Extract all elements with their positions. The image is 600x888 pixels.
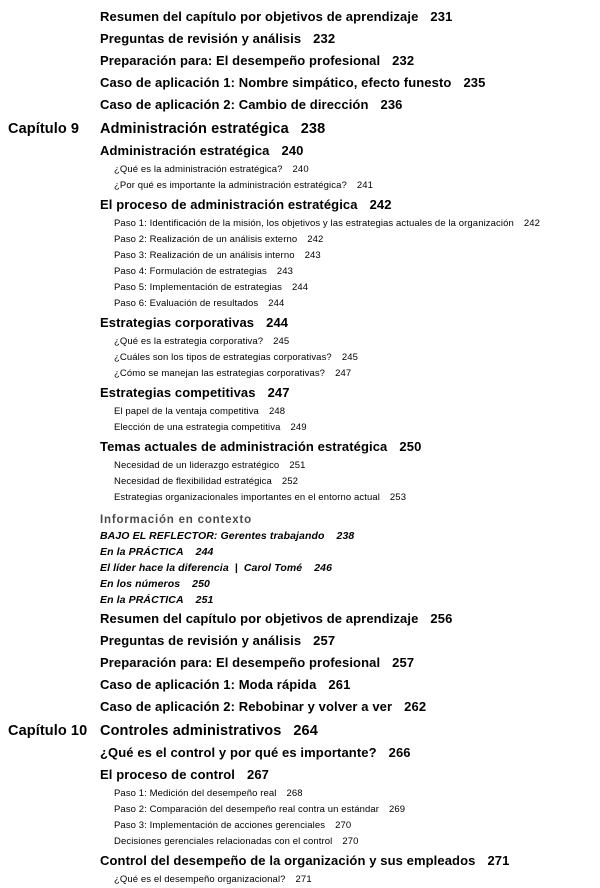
toc-entry-page: 244 — [268, 298, 285, 309]
toc-entry-text: ¿Qué es la administración estratégica? — [114, 164, 283, 175]
toc-entry-text: En la PRÁCTICA — [100, 546, 184, 558]
toc-entry-text: Resumen del capítulo por objetivos de aprendizaje — [100, 611, 419, 626]
toc-subentry — [0, 786, 600, 802]
toc-entry-text: ¿Cuáles son los tipos de estrategias corporativas? — [114, 352, 332, 363]
toc-entry-text: Preguntas de revisión y análisis — [100, 31, 302, 46]
context-heading-text: Información en contexto — [100, 514, 252, 526]
toc-entry-page: 249 — [290, 422, 307, 433]
toc-entry-page: 250 — [399, 439, 422, 454]
toc-subentry — [0, 802, 600, 818]
toc-entry-text: Paso 3: Implementación de acciones gerenciales — [114, 820, 326, 831]
toc-entry-page: 242 — [369, 197, 392, 212]
toc-entry-text: Paso 1: Medición del desempeño real — [114, 788, 277, 799]
toc-entry-text: El proceso de control — [100, 767, 236, 782]
toc-entry-page: 261 — [328, 677, 351, 692]
context-item — [0, 544, 600, 560]
toc-entry-text: Elección de una estrategia competitiva — [114, 422, 281, 433]
toc-entry — [0, 742, 600, 764]
toc-entry — [0, 764, 600, 786]
toc-entry-text: En la PRÁCTICA — [100, 594, 184, 606]
toc-entry-page: 246 — [314, 562, 333, 574]
toc-entry-text: Caso de aplicación 1: Nombre simpático, efecto funesto — [100, 75, 452, 90]
toc-entry-page: 266 — [388, 745, 411, 760]
toc-entry-page: 264 — [293, 723, 318, 739]
toc-entry-page: 231 — [430, 9, 453, 24]
toc-entry — [0, 194, 600, 216]
toc-entry-page: 251 — [289, 460, 306, 471]
toc-entry — [0, 72, 600, 94]
toc-entry-text: Estrategias corporativas — [100, 315, 255, 330]
toc-entry-text: ¿Por qué es importante la administración estratégica? — [114, 180, 347, 191]
toc-entry-page: 253 — [389, 492, 407, 503]
toc-entry-text: Estrategias organizacionales importantes en el entorno actual — [114, 492, 380, 503]
toc-entry-page: 248 — [268, 406, 286, 417]
toc-entry — [0, 28, 600, 50]
toc-entry-text: Resumen del capítulo por objetivos de aprendizaje — [100, 9, 419, 24]
toc-entry-page: 232 — [313, 31, 336, 46]
toc-entry-text: Preguntas de revisión y análisis — [100, 633, 302, 648]
toc-entry-page: 250 — [192, 578, 210, 590]
toc-entry-page: 271 — [295, 874, 312, 885]
toc-entry-text: Administración estratégica — [100, 143, 270, 158]
toc-subentry — [0, 280, 600, 296]
toc-entry-text: Paso 2: Realización de un análisis externo — [114, 234, 298, 245]
toc-entry-text: El proceso de administración estratégica — [100, 197, 358, 212]
toc-entry-page: 238 — [300, 121, 326, 137]
toc-entry-text: Necesidad de flexibilidad estratégica — [114, 476, 272, 487]
context-item — [0, 576, 600, 592]
toc-entry-text: Paso 1: Identificación de la misión, los objetivos y las estrategias actuales de la organización — [114, 218, 514, 229]
toc-entry-text: Estrategias competitivas — [100, 385, 256, 400]
toc-entry-text: Paso 5: Implementación de estrategias — [114, 282, 282, 293]
chapter-title: Controles administrativos — [100, 723, 282, 739]
chapter-label: Capítulo 9 — [8, 121, 80, 137]
toc-entry-text: Paso 2: Comparación del desempeño real contra un estándar — [114, 804, 379, 815]
toc-entry-page: 241 — [356, 180, 374, 191]
toc-entry-text: BAJO EL REFLECTOR: Gerentes trabajando — [100, 530, 325, 542]
toc-entry-page: 242 — [307, 234, 324, 245]
toc-entry-page: 244 — [291, 282, 309, 293]
toc-entry-page: 268 — [286, 788, 303, 799]
chapter-label: Capítulo 10 — [8, 723, 88, 739]
toc-entry — [0, 436, 600, 458]
toc-entry-page: 256 — [430, 611, 453, 626]
toc-subentry — [0, 216, 600, 232]
toc-entry-page: 247 — [335, 368, 352, 379]
toc-entry — [0, 674, 600, 696]
toc-entry — [0, 630, 600, 652]
toc-subentry — [0, 490, 600, 506]
toc-entry-page: 269 — [389, 804, 406, 815]
toc-entry — [0, 382, 600, 404]
toc-entry-text: ¿Qué es el desempeño organizacional? — [114, 874, 286, 885]
toc-entry — [0, 696, 600, 718]
toc-entry-text: Temas actuales de administración estratégica — [100, 439, 388, 454]
toc-entry-text: Caso de aplicación 1: Moda rápida — [100, 677, 317, 692]
toc-subentry — [0, 458, 600, 474]
toc-entry — [0, 6, 600, 28]
toc-entry-page: 240 — [281, 143, 304, 158]
toc-entry — [0, 652, 600, 674]
toc-entry-page: 270 — [335, 820, 352, 831]
toc-subentry — [0, 366, 600, 382]
toc-entry-text: Necesidad de un liderazgo estratégico — [114, 460, 280, 471]
toc-entry — [0, 140, 600, 162]
toc-entry-text: Caso de aplicación 2: Cambio de dirección — [100, 97, 369, 112]
toc-subentry — [0, 404, 600, 420]
toc-entry — [0, 50, 600, 72]
toc-subentry — [0, 296, 600, 312]
toc-subentry — [0, 264, 600, 280]
toc-entry-page: 232 — [392, 53, 415, 68]
toc-entry-page: 257 — [313, 633, 336, 648]
toc-entry-text: Decisiones gerenciales relacionadas con el control — [114, 836, 333, 847]
toc-subentry — [0, 162, 600, 178]
toc-entry-page: 238 — [336, 530, 355, 542]
toc-entry-text: Preparación para: El desempeño profesional — [100, 655, 381, 670]
context-item — [0, 560, 600, 576]
toc-subentry — [0, 420, 600, 436]
toc-subentry — [0, 334, 600, 350]
context-item — [0, 528, 600, 544]
toc-entry — [0, 850, 600, 872]
toc-entry — [0, 608, 600, 630]
toc-subentry — [0, 834, 600, 850]
toc-entry-page: 251 — [195, 594, 214, 606]
toc-entry-page: 271 — [487, 853, 510, 868]
toc-entry-page: 235 — [463, 75, 486, 90]
toc-entry-text: Paso 4: Formulación de estrategias — [114, 266, 267, 277]
toc-subentry — [0, 232, 600, 248]
toc-entry-page: 242 — [523, 218, 541, 229]
toc-subentry — [0, 818, 600, 834]
toc-subentry — [0, 248, 600, 264]
context-section-heading — [0, 512, 600, 528]
toc-entry-page: 252 — [281, 476, 299, 487]
toc-entry-page: 257 — [392, 655, 415, 670]
toc-entry-page: 240 — [292, 164, 309, 175]
toc-entry-text: ¿Cómo se manejan las estrategias corporativas? — [114, 368, 326, 379]
toc-entry-page: 243 — [276, 266, 293, 277]
toc-entry-page: 245 — [273, 336, 290, 347]
toc-entry-page: 244 — [195, 546, 214, 558]
toc-entry — [0, 312, 600, 334]
toc-entry-page: 244 — [266, 315, 289, 330]
toc-entry-page: 245 — [341, 352, 358, 363]
toc-entry-text: Paso 6: Evaluación de resultados — [114, 298, 259, 309]
toc-entry-text: ¿Qué es la estrategia corporativa? — [114, 336, 264, 347]
toc-entry-page: 243 — [304, 250, 321, 261]
toc-entry — [0, 94, 600, 116]
toc-entry-text: Paso 3: Realización de un análisis interno — [114, 250, 295, 261]
toc-entry-text: El líder hace la diferencia | Carol Tomé — [100, 562, 303, 574]
toc-entry-page: 247 — [267, 385, 290, 400]
toc-entry-text: ¿Qué es el control y por qué es importante? — [100, 745, 377, 760]
context-item — [0, 592, 600, 608]
toc-entry-text: Control del desempeño de la organización y sus empleados — [100, 853, 476, 868]
toc-subentry — [0, 178, 600, 194]
toc-entry-page: 267 — [247, 767, 270, 782]
toc-entry-text: Preparación para: El desempeño profesional — [100, 53, 381, 68]
toc-entry-page: 236 — [380, 97, 403, 112]
toc-chapter-entry — [0, 118, 600, 140]
chapter-title: Administración estratégica — [100, 121, 289, 137]
toc-entry-text: Caso de aplicación 2: Rebobinar y volver a ver — [100, 699, 393, 714]
toc-subentry — [0, 474, 600, 490]
toc-subentry — [0, 872, 600, 888]
toc-chapter-entry — [0, 720, 600, 742]
toc-entry-page: 270 — [342, 836, 359, 847]
toc-entry-text: El papel de la ventaja competitiva — [114, 406, 259, 417]
toc-entry-text: En los números — [100, 578, 181, 590]
toc-subentry — [0, 350, 600, 366]
toc-entry-page: 262 — [404, 699, 427, 714]
